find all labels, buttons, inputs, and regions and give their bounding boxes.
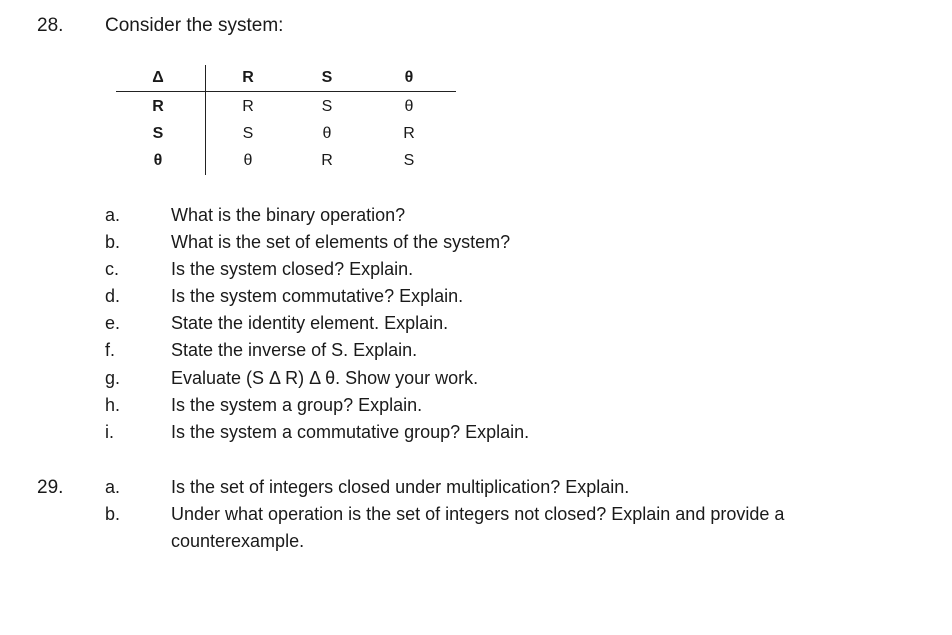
table-row-header: R [152, 98, 164, 115]
operation-table [116, 63, 456, 175]
part-letter: a. [105, 477, 121, 497]
part-letter: c. [105, 259, 120, 279]
table-header-divider [116, 91, 456, 92]
table-cell: R [403, 125, 415, 142]
table-cell: S [321, 98, 333, 115]
question-28-number: 28. [37, 15, 64, 36]
part-letter: e. [105, 313, 121, 333]
table-cell: θ [322, 125, 332, 142]
part-letter: b. [105, 504, 121, 524]
table-cell: θ [404, 98, 414, 115]
part-text: Evaluate (S Δ R) Δ θ. Show your work. [171, 368, 479, 388]
part-letter: i. [105, 422, 114, 442]
table-row-header: θ [153, 152, 163, 169]
part-text: State the inverse of S. Explain. [171, 340, 418, 360]
part-letter: h. [105, 395, 121, 415]
table-cell: S [403, 152, 415, 169]
part-text: What is the binary operation? [171, 205, 406, 225]
part-text: Is the system a commutative group? Explain. [171, 422, 530, 442]
part-text: What is the set of elements of the system? [171, 232, 511, 252]
part-text: Is the system closed? Explain. [171, 259, 414, 279]
part-text: State the identity element. Explain. [171, 313, 449, 333]
question-29-number: 29. [37, 477, 64, 498]
part-letter: g. [105, 368, 121, 388]
part-text-continuation: counterexample. [171, 531, 305, 551]
part-letter: d. [105, 286, 121, 306]
part-text: Is the set of integers closed under multiplication? Explain. [171, 477, 630, 497]
table-col-header: R [242, 69, 254, 86]
table-row-header: S [152, 125, 164, 142]
table-row-divider [205, 65, 206, 175]
part-letter: b. [105, 232, 121, 252]
part-text: Is the system commutative? Explain. [171, 286, 464, 306]
part-letter: a. [105, 205, 121, 225]
question-28-intro: Consider the system: [105, 15, 284, 36]
part-letter: f. [105, 340, 116, 360]
table-cell: R [242, 98, 254, 115]
part-text: Under what operation is the set of integers not closed? Explain and provide a [171, 504, 785, 524]
table-col-header: θ [404, 69, 414, 86]
part-text: Is the system a group? Explain. [171, 395, 423, 415]
table-cell: θ [243, 152, 253, 169]
table-operator: Δ [152, 69, 164, 86]
table-cell: S [242, 125, 254, 142]
table-col-header: S [321, 69, 333, 86]
table-cell: R [321, 152, 333, 169]
